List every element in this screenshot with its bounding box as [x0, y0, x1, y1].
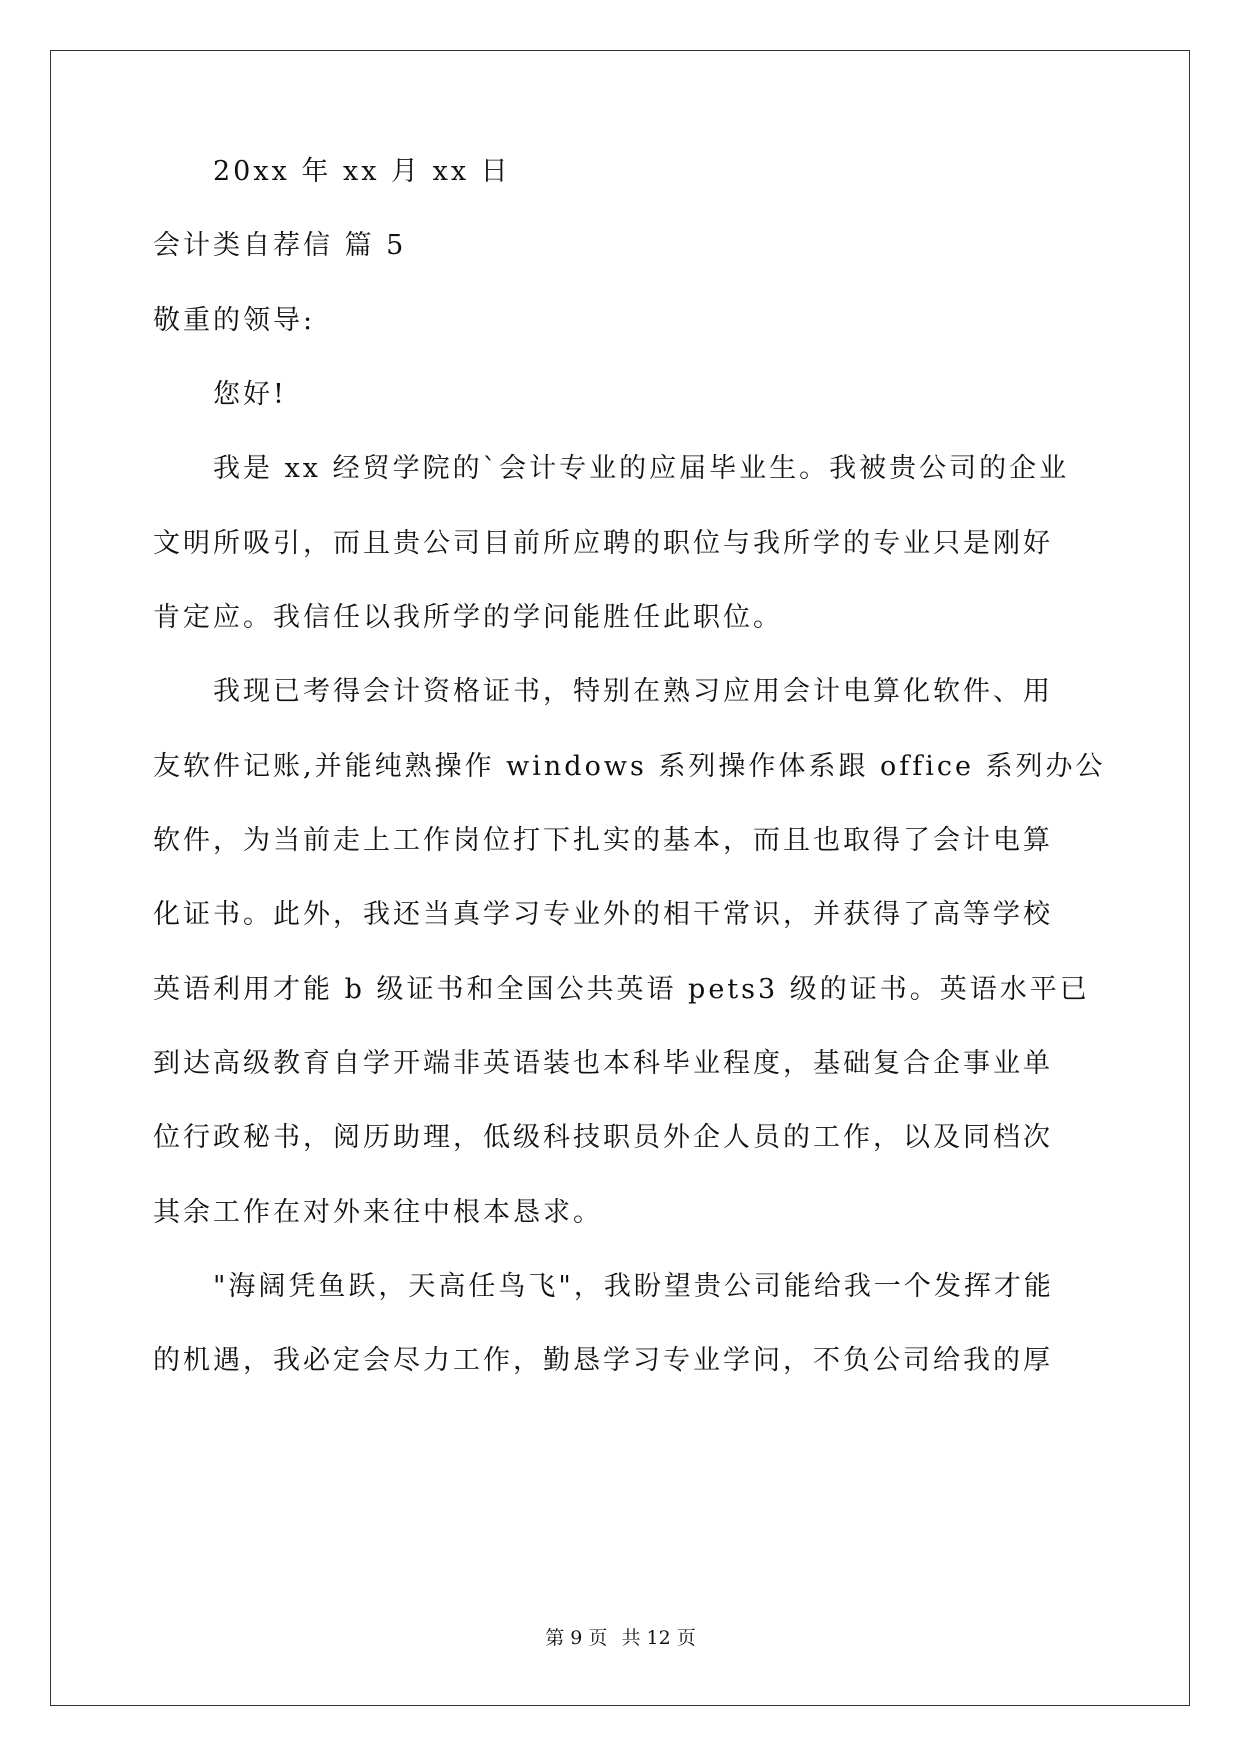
page-footer [0, 1624, 1241, 1652]
body-line: 我现已考得会计资格证书，特别在熟习应用会计电算化软件、用 [213, 676, 1053, 707]
body-line: 我是 xx 经贸学院的`会计专业的应届毕业生。我被贵公司的企业 [213, 453, 1070, 484]
page-total: 共 12 页 [621, 1627, 696, 1649]
salutation: 敬重的领导: [153, 305, 316, 336]
body-line: 到达高级教育自学开端非英语装也本科毕业程度，基础复合企事业单 [153, 1048, 1053, 1079]
body-line: 友软件记账,并能纯熟操作 windows 系列操作体系跟 office 系列办公 [153, 751, 1106, 782]
page-number: 第 9 页 [545, 1627, 608, 1649]
body-line: 英语利用才能 b 级证书和全国公共英语 pets3 级的证书。英语水平已 [153, 974, 1090, 1005]
body-line: 其余工作在对外来往中根本恳求。 [153, 1197, 603, 1228]
body-line: 文明所吸引，而且贵公司目前所应聘的职位与我所学的专业只是刚好 [153, 528, 1053, 559]
document-heading: 会计类自荐信 篇 5 [153, 230, 407, 261]
body-line: 软件，为当前走上工作岗位打下扎实的基本，而且也取得了会计电算 [153, 825, 1053, 856]
body-line: 肯定应。我信任以我所学的学问能胜任此职位。 [153, 602, 783, 633]
body-line: 化证书。此外，我还当真学习专业外的相干常识，并获得了高等学校 [153, 899, 1053, 930]
body-line: 的机遇，我必定会尽力工作，勤恳学习专业学问，不负公司给我的厚 [153, 1345, 1053, 1376]
page-border [50, 50, 1190, 1706]
body-line: 位行政秘书，阅历助理，低级科技职员外企人员的工作，以及同档次 [153, 1122, 1053, 1153]
date-line: 20xx 年 xx 月 xx 日 [213, 156, 511, 187]
body-line: "海阔凭鱼跃，天高任鸟飞"，我盼望贵公司能给我一个发挥才能 [213, 1271, 1054, 1302]
greeting: 您好! [213, 379, 287, 410]
